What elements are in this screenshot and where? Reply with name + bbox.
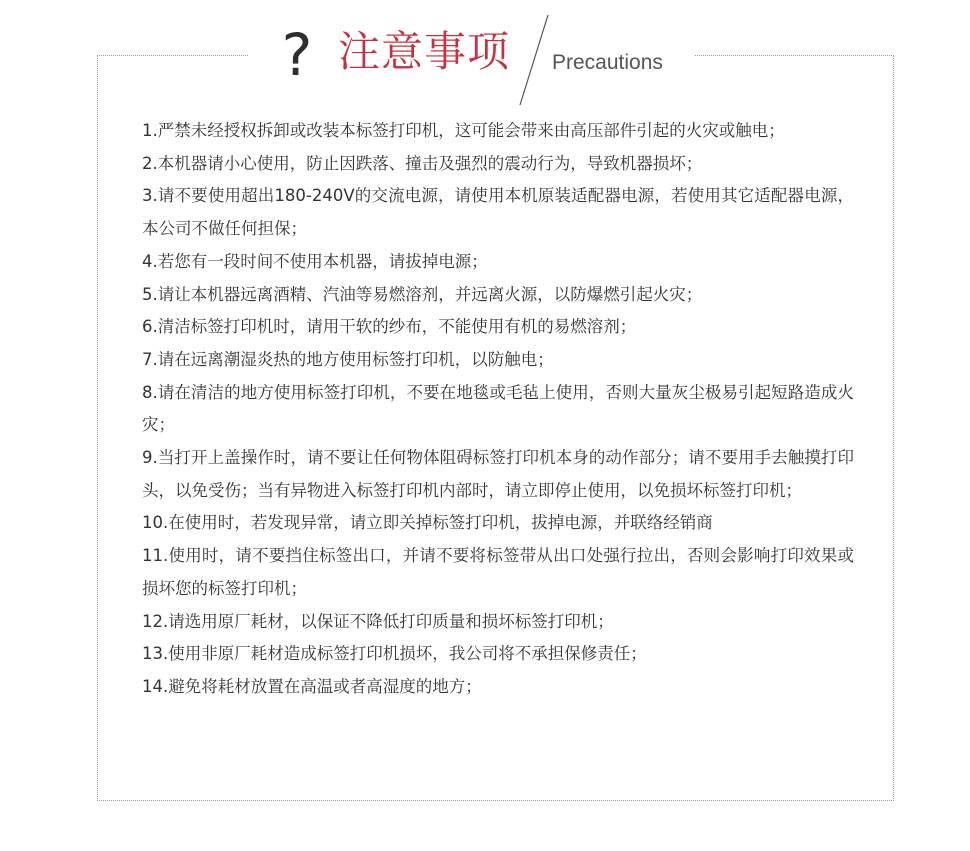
precaution-item-14: 14.避免将耗材放置在高温或者高湿度的地方； [142,676,482,696]
precaution-item-7: 7.请在远离潮湿炎热的地方使用标签打印机，以防触电； [142,349,554,369]
precaution-item-9: 9.当打开上盖操作时，请不要让任何物体阻碍标签打印机本身的动作部分；请不要用手去触摸打印头，以免受伤；当有异物进入标签打印机内部时，请立即停止使用，以免损坏标签打印机； [142,448,854,500]
precaution-item-11: 11.使用时，请不要挡住标签出口，并请不要将标签带从出口处强行拉出，否则会影响打印效果或损坏您的标签打印机； [142,546,854,598]
precaution-item-2: 2.本机器请小心使用，防止因跌落、撞击及强烈的震动行为，导致机器损坏； [142,153,703,173]
precaution-item-3: 3.请不要使用超出180-240V的交流电源，请使用本机原装适配器电源，若使用其它适配器电源，本公司不做任何担保； [142,186,854,239]
precautions-list [142,115,854,704]
precaution-item-1: 1.严禁未经授权拆卸或改装本标签打印机，这可能会带来由高压部件引起的火灾或触电； [142,121,785,140]
question-mark-icon: ? [281,21,313,89]
precaution-item-8: 8.请在清洁的地方使用标签打印机，不要在地毯或毛毡上使用，否则大量灰尘极易引起短路造成火灾； [142,382,854,435]
precaution-item-13: 13.使用非原厂耗材造成标签打印机损坏，我公司将不承担保修责任； [142,644,647,664]
divider-slash [518,14,550,106]
page-subtitle: Precautions [552,51,663,74]
precaution-item-6: 6.清洁标签打印机时，请用干软的纱布，不能使用有机的易燃溶剂； [142,317,637,337]
precaution-item-10: 10.在使用时，若发现异常，请立即关掉标签打印机，拔掉电源，并联络经销商 [142,513,713,533]
precaution-item-4: 4.若您有一段时间不使用本机器，请拔掉电源； [142,251,488,271]
precaution-item-5: 5.请让本机器远离酒精、汽油等易燃溶剂，并远离火源，以防爆燃引起火灾； [142,284,703,304]
page-title: 注意事项 [338,27,511,76]
precaution-item-12: 12.请选用原厂耗材，以保证不降低打印质量和损坏标签打印机； [142,611,614,631]
